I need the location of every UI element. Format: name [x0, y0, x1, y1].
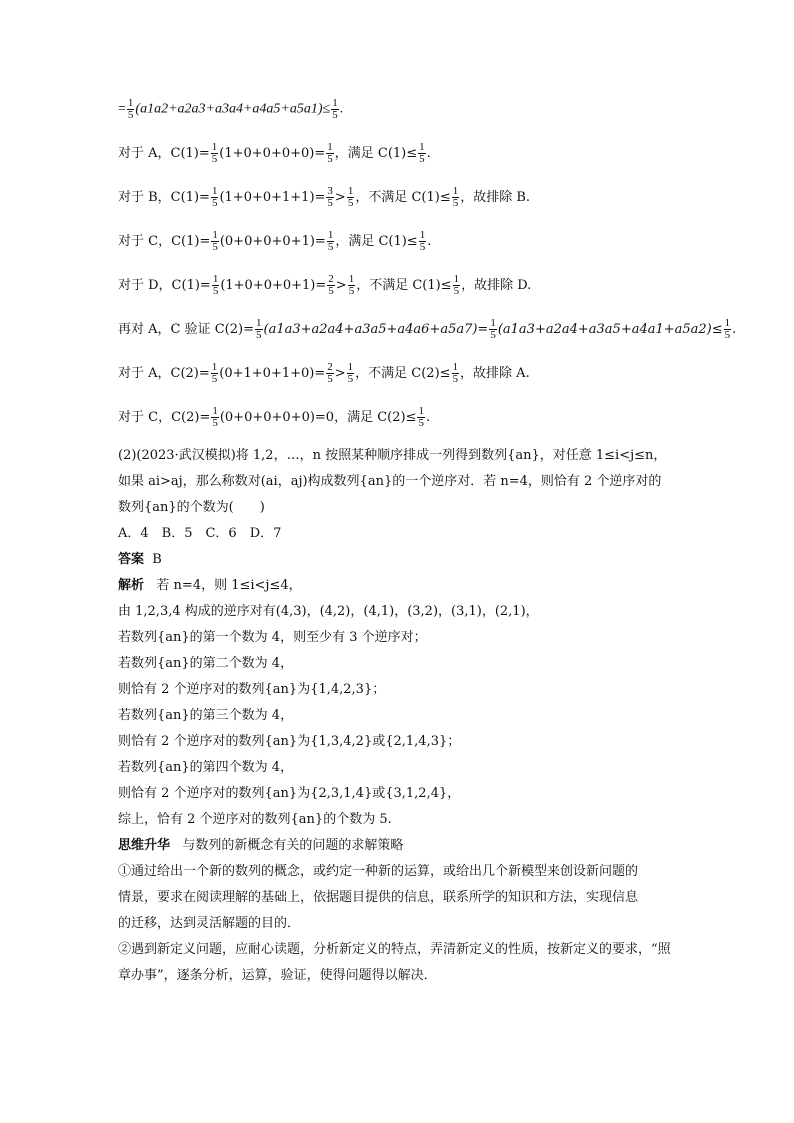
solution-line-7: 若数列{an}的第四个数为 4，: [118, 760, 294, 775]
sum-expression-2: (a1a3+a2a4+a3a5+a4a1+a5a2)≤: [497, 322, 723, 337]
summary-p1-a: ①通过给出一个新的数列的概念，或约定一种新的运算，或给出几个新模型来创设新问题的: [118, 864, 639, 879]
line-prefix: 对于 C，C(1)=: [118, 234, 211, 249]
derivation-line-5: [118, 274, 531, 297]
derivation-line-8: [118, 406, 430, 429]
fraction-one-fifth: $\frac{1}{5}$: [347, 361, 354, 385]
line-end: .: [339, 101, 344, 117]
question-line-3: 数列{an}的个数为( ): [118, 500, 265, 515]
summary-label: 思维升华: [118, 838, 171, 853]
question-line-1: (2)(2023·武汉模拟)将 1,2，…，n 按照某种顺序排成一列得到数列{an}，对任意 1≤i<j≤n，: [118, 448, 667, 463]
condition-text: ，不满足 C(1)≤: [356, 278, 452, 293]
summary-p2-a: ②遇到新定义问题，应耐心读题，分析新定义的特点，弄清新定义的性质，按新定义的要求，“照: [118, 942, 671, 957]
fraction-two-fifths: $\frac{2}{5}$: [328, 273, 334, 297]
derivation-line-1: [118, 98, 343, 121]
line-end: ，故排除 D.: [461, 278, 532, 293]
solution-line-9: 综上，恰有 2 个逆序对的数列{an}的个数为 5.: [118, 812, 392, 827]
answer-line: [118, 547, 678, 573]
line-end: .: [732, 322, 737, 337]
derivation-line-4: [118, 230, 431, 253]
derivation-line-7: [118, 362, 530, 385]
sum-expression: (a1a3+a2a4+a3a5+a4a6+a5a7)=: [263, 322, 489, 337]
solution-line-4: 则恰有 2 个逆序对的数列{an}为{1,4,2,3}；: [118, 682, 386, 697]
fraction-one-fifth: $\frac{1}{5}$: [327, 141, 333, 165]
question-block: [118, 443, 678, 989]
fraction-one-fifth: $\frac{1}{5}$: [490, 317, 496, 341]
solution-line-2: 若数列{an}的第一个数为 4，则至少有 3 个逆序对；: [118, 630, 427, 645]
solution-line-0: [118, 573, 678, 599]
fraction-one-fifth: $\frac{1}{5}$: [724, 317, 731, 341]
sum-expression: (1+0+0+1+1)=: [219, 190, 326, 205]
greater-than: >: [334, 190, 346, 205]
answer-label: 答案: [118, 552, 145, 567]
summary-heading: [118, 833, 678, 859]
sum-expression: (0+0+0+0+0)=0，满足 C(2)≤: [219, 410, 417, 425]
summary-p2-b: 章办事”，逐条分析，运算，验证，使得问题得以解决．: [118, 968, 437, 983]
solution-line-6: 则恰有 2 个逆序对的数列{an}为{1,3,4,2}或{2,1,4,3}；: [118, 734, 461, 749]
fraction-one-fifth: $\frac{1}{5}$: [348, 273, 355, 297]
solution-text: 若 n=4，则 1≤i<j≤4，: [156, 578, 302, 593]
condition-text: ，不满足 C(1)≤: [355, 190, 451, 205]
fraction-one-fifth: $\frac{1}{5}$: [332, 97, 338, 121]
fraction-one-fifth: $\frac{1}{5}$: [452, 361, 459, 385]
sum-expression: (0+1+0+1+0)=: [219, 366, 326, 381]
line-prefix: 对于 A，C(1)=: [118, 146, 210, 161]
summary-p1-b: 情景，要求在阅读理解的基础上，依据题目提供的信息，联系所学的知识和方法，实现信息: [118, 890, 639, 905]
answer-value: B: [152, 552, 162, 567]
sum-expression: (1+0+0+0+1)=: [220, 278, 327, 293]
line-prefix: 对于 A，C(2)=: [118, 366, 210, 381]
fraction-one-fifth: $\frac{1}{5}$: [211, 361, 218, 385]
fraction-one-fifth: $\frac{1}{5}$: [347, 185, 354, 209]
fraction-one-fifth: $\frac{1}{5}$: [419, 229, 426, 253]
fraction-one-fifth: $\frac{1}{5}$: [212, 273, 219, 297]
condition-text: ，满足 C(1)≤: [334, 146, 418, 161]
derivation-line-3: [118, 186, 530, 209]
fraction-two-fifths: $\frac{2}{5}$: [327, 361, 333, 385]
fraction-one-fifth: $\frac{1}{5}$: [211, 141, 218, 165]
fraction-one-fifth: $\frac{1}{5}$: [419, 141, 425, 165]
sum-expression: (a1a2+a2a3+a3a4+a4a5+a5a1)≤: [135, 101, 331, 117]
line-end: ，故排除 A.: [460, 366, 530, 381]
solution-line-5: 若数列{an}的第三个数为 4，: [118, 708, 294, 723]
fraction-one-fifth: $\frac{1}{5}$: [212, 405, 218, 429]
solution-label: 解析: [118, 578, 145, 593]
equals-sign: =: [118, 101, 126, 117]
fraction-three-fifths: $\frac{3}{5}$: [327, 185, 333, 209]
fraction-one-fifth: $\frac{1}{5}$: [453, 273, 460, 297]
line-prefix: 对于 B，C(1)=: [118, 190, 210, 205]
line-end: ，故排除 B.: [460, 190, 531, 205]
fraction-one-fifth: $\frac{1}{5}$: [212, 229, 218, 253]
line-prefix: 对于 D，C(1)=: [118, 278, 211, 293]
question-options: A．4 B．5 C．6 D．7: [118, 526, 282, 541]
question-line-2: 如果 ai>aj，那么称数对(ai，aj)构成数列{an}的一个逆序对．若 n=4，则恰有 2 个逆序对的: [118, 474, 662, 489]
fraction-one-fifth: $\frac{1}{5}$: [211, 185, 218, 209]
sum-expression: (0+0+0+0+1)=: [219, 234, 326, 249]
line-prefix: 再对 A，C 验证 C(2)=: [118, 322, 254, 337]
condition-text: ，不满足 C(2)≤: [355, 366, 451, 381]
sum-expression: (1+0+0+0+0)=: [219, 146, 326, 161]
greater-than: >: [334, 366, 346, 381]
solution-line-1: 由 1,2,3,4 构成的逆序对有(4,3)，(4,2)，(4,1)，(3,2)，(3,1)，(2,1)，: [118, 604, 539, 619]
line-end: .: [427, 234, 432, 249]
fraction-one-fifth: $\frac{1}{5}$: [256, 317, 262, 341]
solution-line-8: 则恰有 2 个逆序对的数列{an}为{2,3,1,4}或{3,1,2,4}，: [118, 786, 461, 801]
greater-than: >: [335, 278, 347, 293]
fraction-one-fifth: $\frac{1}{5}$: [327, 229, 334, 253]
summary-p1-c: 的迁移，达到灵活解题的目的．: [118, 916, 301, 931]
solution-line-3: 若数列{an}的第二个数为 4，: [118, 656, 294, 671]
derivation-line-2: [118, 142, 431, 165]
line-end: .: [426, 146, 431, 161]
fraction-one-fifth: $\frac{1}{5}$: [418, 405, 424, 429]
derivation-line-6: [118, 318, 736, 341]
fraction-one-fifth: $\frac{1}{5}$: [452, 185, 459, 209]
fraction-one-fifth: $\frac{1}{5}$: [127, 97, 134, 121]
condition-text: ，满足 C(1)≤: [335, 234, 418, 249]
summary-title: 与数列的新概念有关的问题的求解策略: [182, 838, 404, 853]
line-prefix: 对于 C，C(2)=: [118, 410, 211, 425]
line-end: .: [425, 410, 431, 425]
